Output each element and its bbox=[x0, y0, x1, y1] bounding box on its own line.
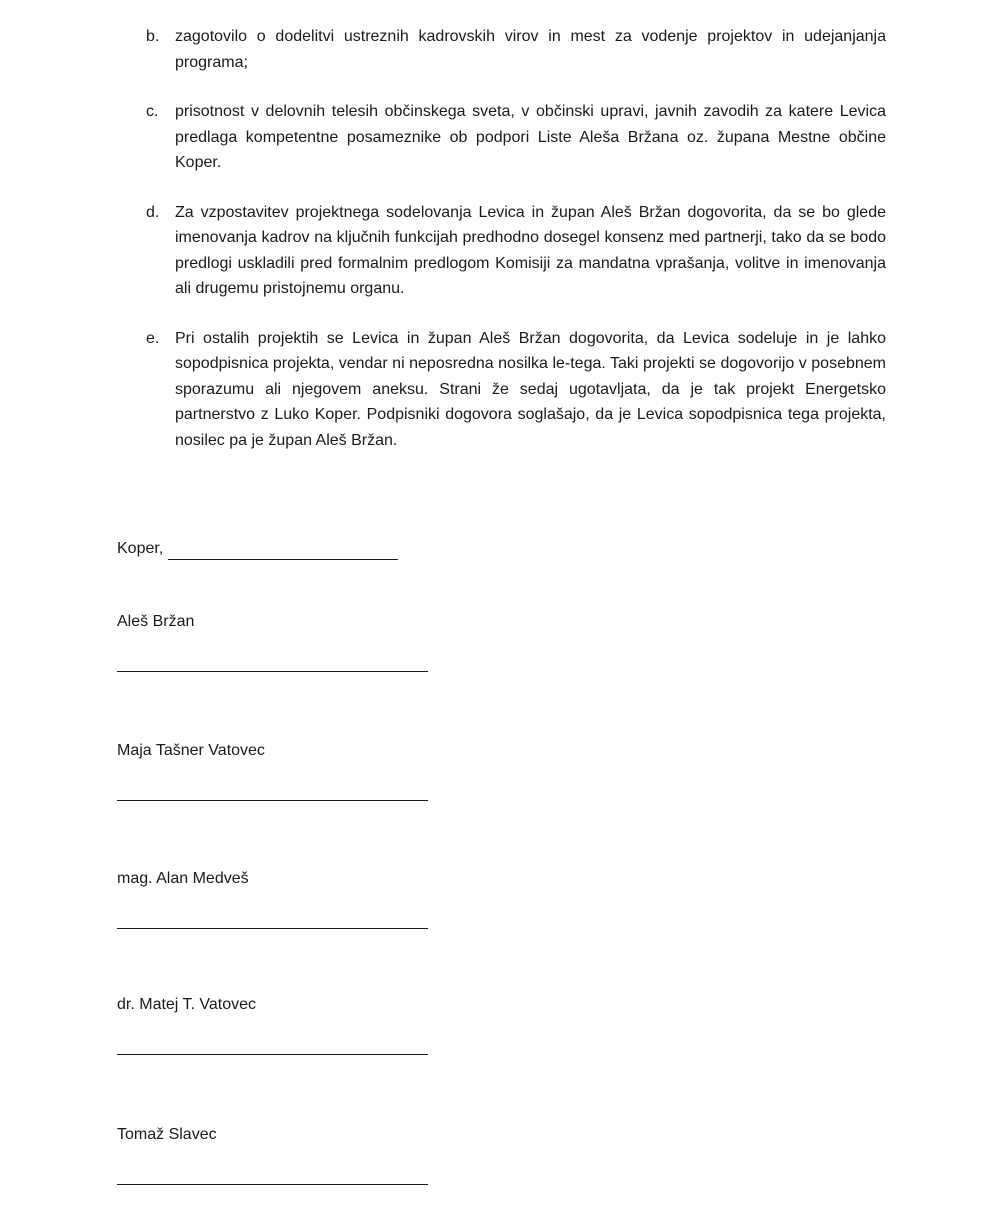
date-blank-line bbox=[168, 543, 398, 560]
signatory-name: dr. Matej T. Vatovec bbox=[117, 996, 257, 1013]
signature-line bbox=[117, 1054, 428, 1055]
signatory-block bbox=[117, 994, 437, 1055]
signature-line bbox=[117, 1184, 428, 1185]
signatory-name: mag. Alan Medveš bbox=[117, 870, 249, 887]
list-marker: b. bbox=[146, 28, 160, 45]
list-marker: d. bbox=[146, 203, 160, 221]
place-label: Koper, bbox=[117, 540, 164, 557]
list-item-text: prisotnost v delovnih telesih občinskega sveta, v občinski upravi, javnih zavodih za katere Levica predlaga kompetentne posameznike ob podpori Liste Aleša Bržana oz. župana Mestne občine Koper. bbox=[175, 103, 886, 171]
signatory-block bbox=[117, 611, 437, 672]
signatory-name: Maja Tašner Vatovec bbox=[117, 742, 265, 759]
list-item-text: zagotovilo o dodelitvi ustreznih kadrovskih virov in mest za vodenje projektov in udejanjanja programa; bbox=[175, 28, 886, 71]
list-marker: c. bbox=[146, 103, 159, 120]
list-item bbox=[146, 326, 886, 454]
list-item-text: Za vzpostavitev projektnega sodelovanja Levica in župan Aleš Bržan dogovorita, da se bo glede imenovanja kadrov na ključnih funkcijah predhodno dosegel konsenz med partnerji, tako da se bodo predlogi uskladili pred formalnim predlogom Komisiji za mandatna vprašanja, volitve in imenovanja ali drugemu pristojnemu organu. bbox=[175, 203, 886, 297]
signature-line bbox=[117, 928, 428, 929]
list-item-text: Pri ostalih projektih se Levica in župan Aleš Bržan dogovorita, da Levica sodeluje in je lahko sopodpisnica projekta, vendar ni neposredna nosilka le-tega. Taki projekti se dogovorijo v posebnem sporazumu ali njegovem aneksu. Strani že sedaj ugotavljata, da je tak projekt Energetsko partnerstvo z Luko Koper. Podpisniki dogovora soglašajo, da je Levica sopodpisnica tega projekta, nosilec pa je župan Aleš Bržan. bbox=[175, 329, 886, 449]
signature-line bbox=[117, 800, 428, 801]
signatory-block bbox=[117, 1124, 437, 1185]
list-item bbox=[146, 99, 886, 176]
place-date-line bbox=[117, 538, 398, 560]
signatory-block bbox=[117, 868, 437, 929]
list-item bbox=[146, 24, 886, 75]
signatory-block bbox=[117, 740, 437, 801]
list-marker: e. bbox=[146, 329, 160, 347]
signatory-name: Tomaž Slavec bbox=[117, 1126, 217, 1143]
agreement-list bbox=[146, 24, 886, 477]
signatory-name: Aleš Bržan bbox=[117, 613, 195, 630]
signature-line bbox=[117, 671, 428, 672]
list-item bbox=[146, 200, 886, 302]
